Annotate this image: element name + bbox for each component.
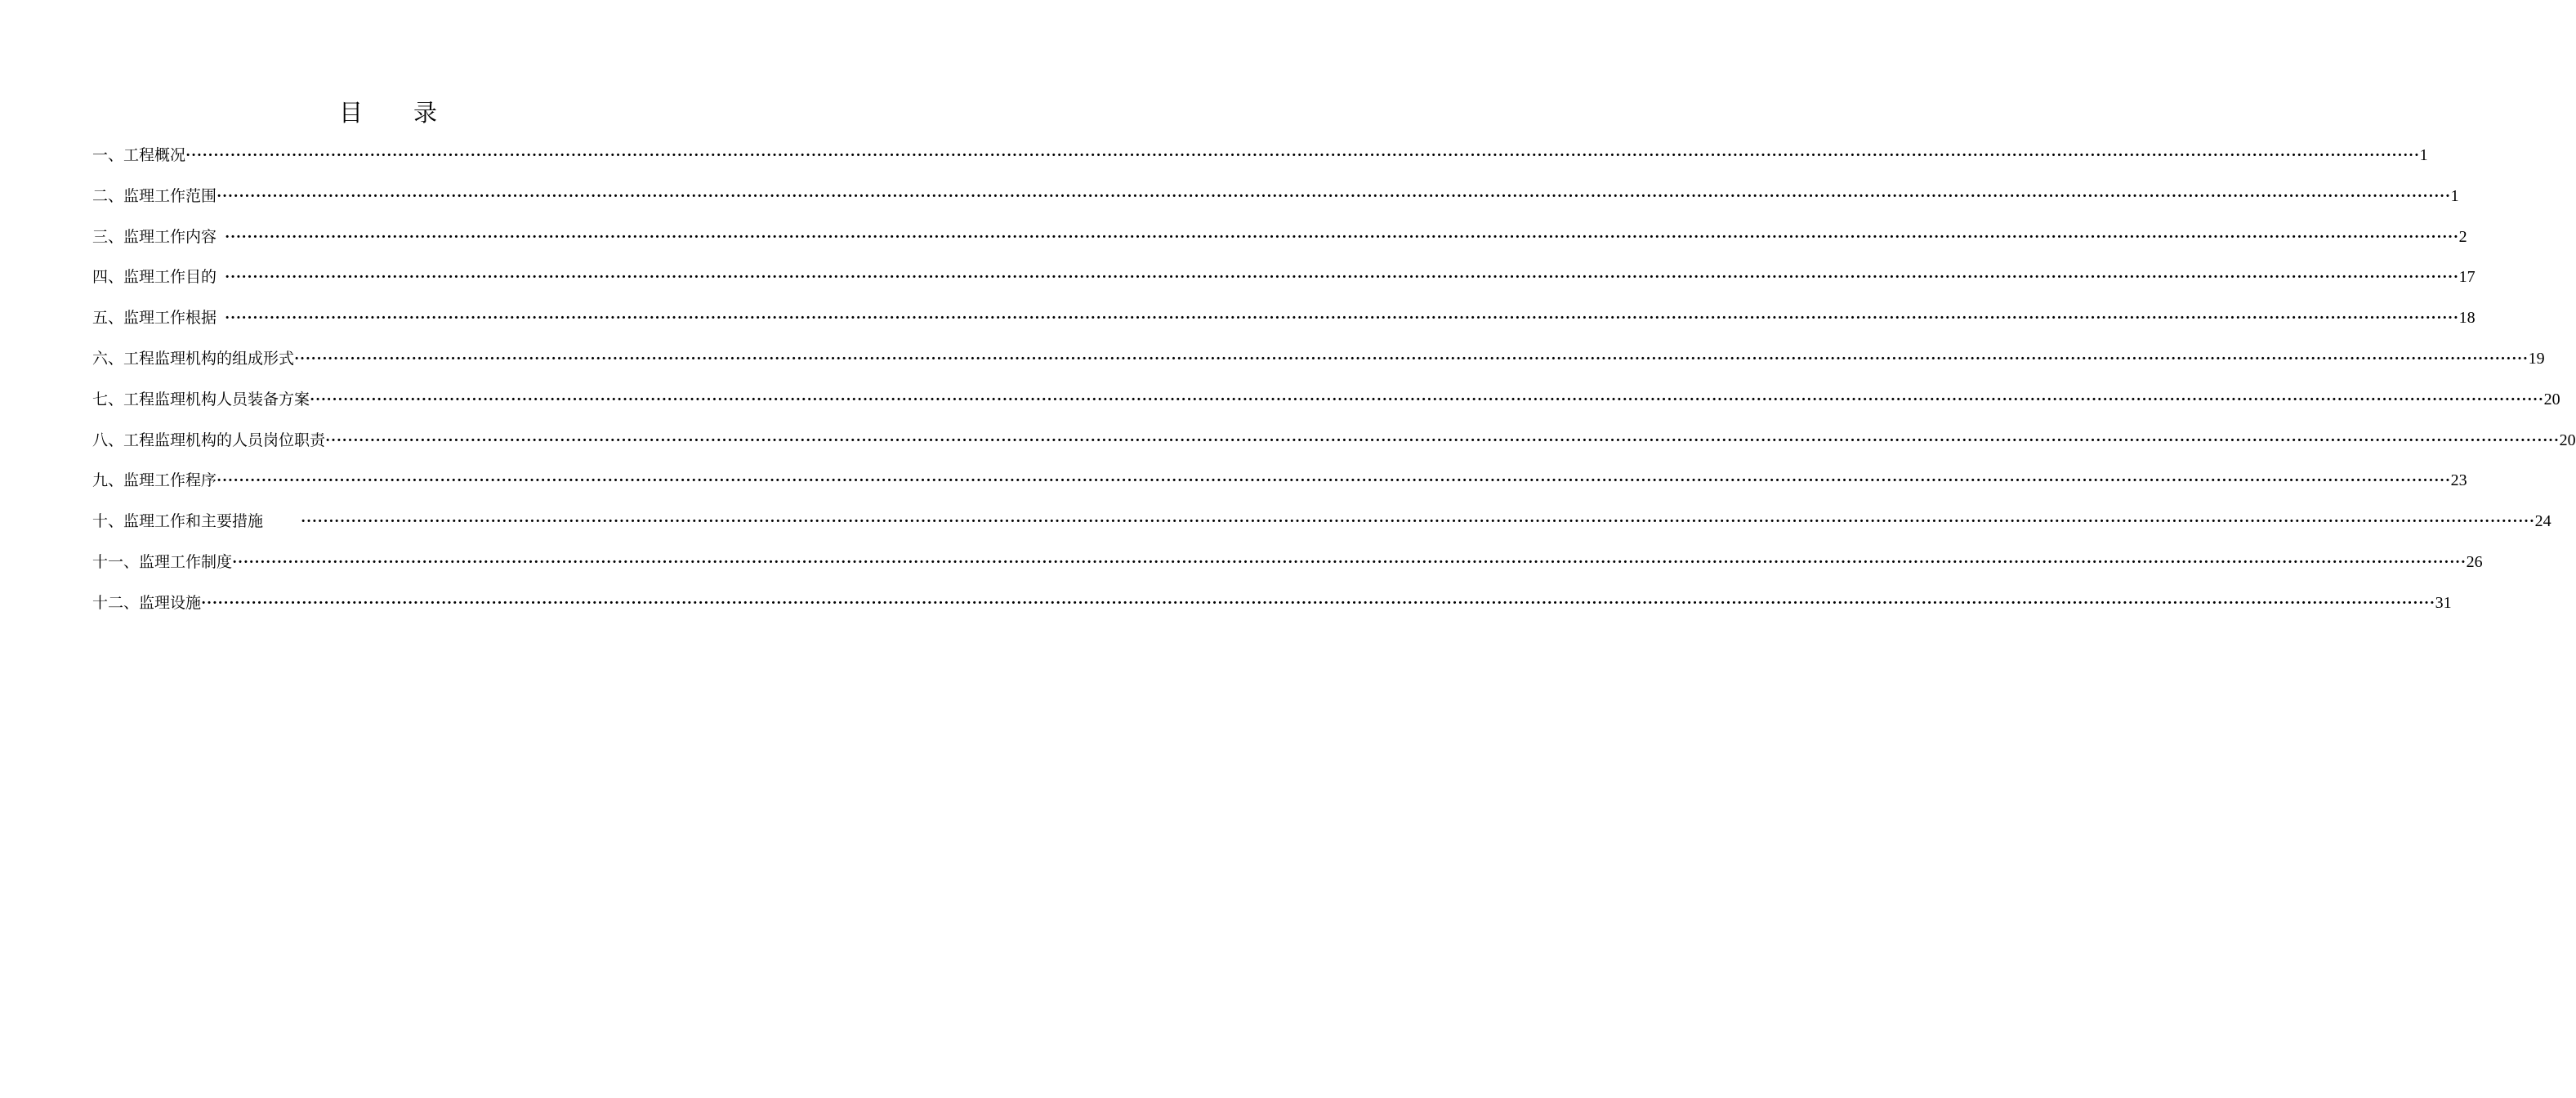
toc-entry-label: 五、监理工作根据: [92, 309, 217, 328]
toc-entry-page-number: 17: [2458, 268, 2476, 287]
title-char-1: 目: [338, 99, 363, 127]
toc-entry-label: 九、监理工作程序: [92, 471, 217, 490]
toc-entry-label: 一、工程概况: [92, 146, 186, 164]
toc-dot-leader: ················································································································································································································································································································································································································: [225, 228, 2459, 246]
toc-entry-label: 八、工程监理机构的人员岗位职责: [92, 431, 326, 449]
toc-dot-leader: ················································································································································································································································································································································································································: [201, 594, 2435, 612]
toc-entry-label: 三、监理工作内容: [92, 227, 217, 246]
toc-dot-leader: ················································································································································································································································································································································································································: [325, 431, 2560, 449]
toc-dot-leader: ················································································································································································································································································································································································································: [185, 147, 2420, 164]
toc-entry-page-number: 2: [2458, 227, 2467, 246]
toc-entry[interactable]: [92, 424, 2576, 465]
toc-entry[interactable]: [92, 180, 2459, 221]
toc-dot-leader: ················································································································································································································································································································································································································: [217, 187, 2451, 205]
toc-dot-leader: ················································································································································································································································································································································································································: [225, 310, 2459, 328]
toc-dot-leader: ················································································································································································································································································································································································································: [301, 513, 2535, 531]
toc-entry[interactable]: [92, 587, 2452, 627]
toc-entry[interactable]: [92, 221, 2467, 261]
toc-entry-page-number: 19: [2528, 349, 2545, 368]
toc-entry[interactable]: [92, 261, 2476, 301]
toc-entry[interactable]: [92, 301, 2476, 342]
toc-entry-page-number: 20: [2559, 431, 2576, 449]
toc-dot-leader: ················································································································································································································································································································································································································: [232, 553, 2467, 571]
toc-entry-label: 六、工程监理机构的组成形式: [92, 349, 295, 368]
toc-dot-leader: ················································································································································································································································································································································································································: [310, 391, 2544, 408]
toc-entry[interactable]: [92, 505, 2551, 546]
toc-entry-page-number: 20: [2543, 390, 2560, 408]
toc-entry-page-number: 23: [2450, 471, 2467, 490]
toc-entry-label: 七、工程监理机构人员装备方案: [92, 390, 310, 408]
toc-entry-label: 十一、监理工作制度: [92, 552, 233, 571]
toc-entry[interactable]: [92, 546, 2483, 587]
toc-entry[interactable]: [92, 342, 2545, 383]
toc-entry[interactable]: [92, 383, 2560, 424]
table-of-contents: [92, 139, 2576, 627]
toc-entry-page-number: 24: [2534, 512, 2551, 531]
toc-entry-label: 四、监理工作目的: [92, 268, 217, 287]
toc-entry-label: 十、监理工作和主要措施: [92, 512, 264, 531]
toc-entry-page-number: 18: [2458, 309, 2476, 328]
toc-entry-label: 十二、监理设施: [92, 593, 202, 612]
toc-entry-page-number: 1: [2419, 146, 2428, 164]
toc-dot-leader: ················································································································································································································································································································································································································: [294, 350, 2529, 368]
toc-entry[interactable]: [92, 139, 2428, 180]
page-title: [0, 96, 776, 129]
title-char-2: 录: [413, 99, 438, 127]
toc-entry-page-number: 1: [2450, 186, 2459, 205]
toc-entry-page-number: 31: [2435, 593, 2452, 612]
toc-entry-page-number: 26: [2466, 552, 2483, 571]
toc-dot-leader: ················································································································································································································································································································································································································: [217, 472, 2451, 490]
toc-dot-leader: ················································································································································································································································································································································································································: [225, 269, 2459, 287]
toc-entry[interactable]: [92, 464, 2467, 505]
toc-entry-label: 二、监理工作范围: [92, 186, 217, 205]
